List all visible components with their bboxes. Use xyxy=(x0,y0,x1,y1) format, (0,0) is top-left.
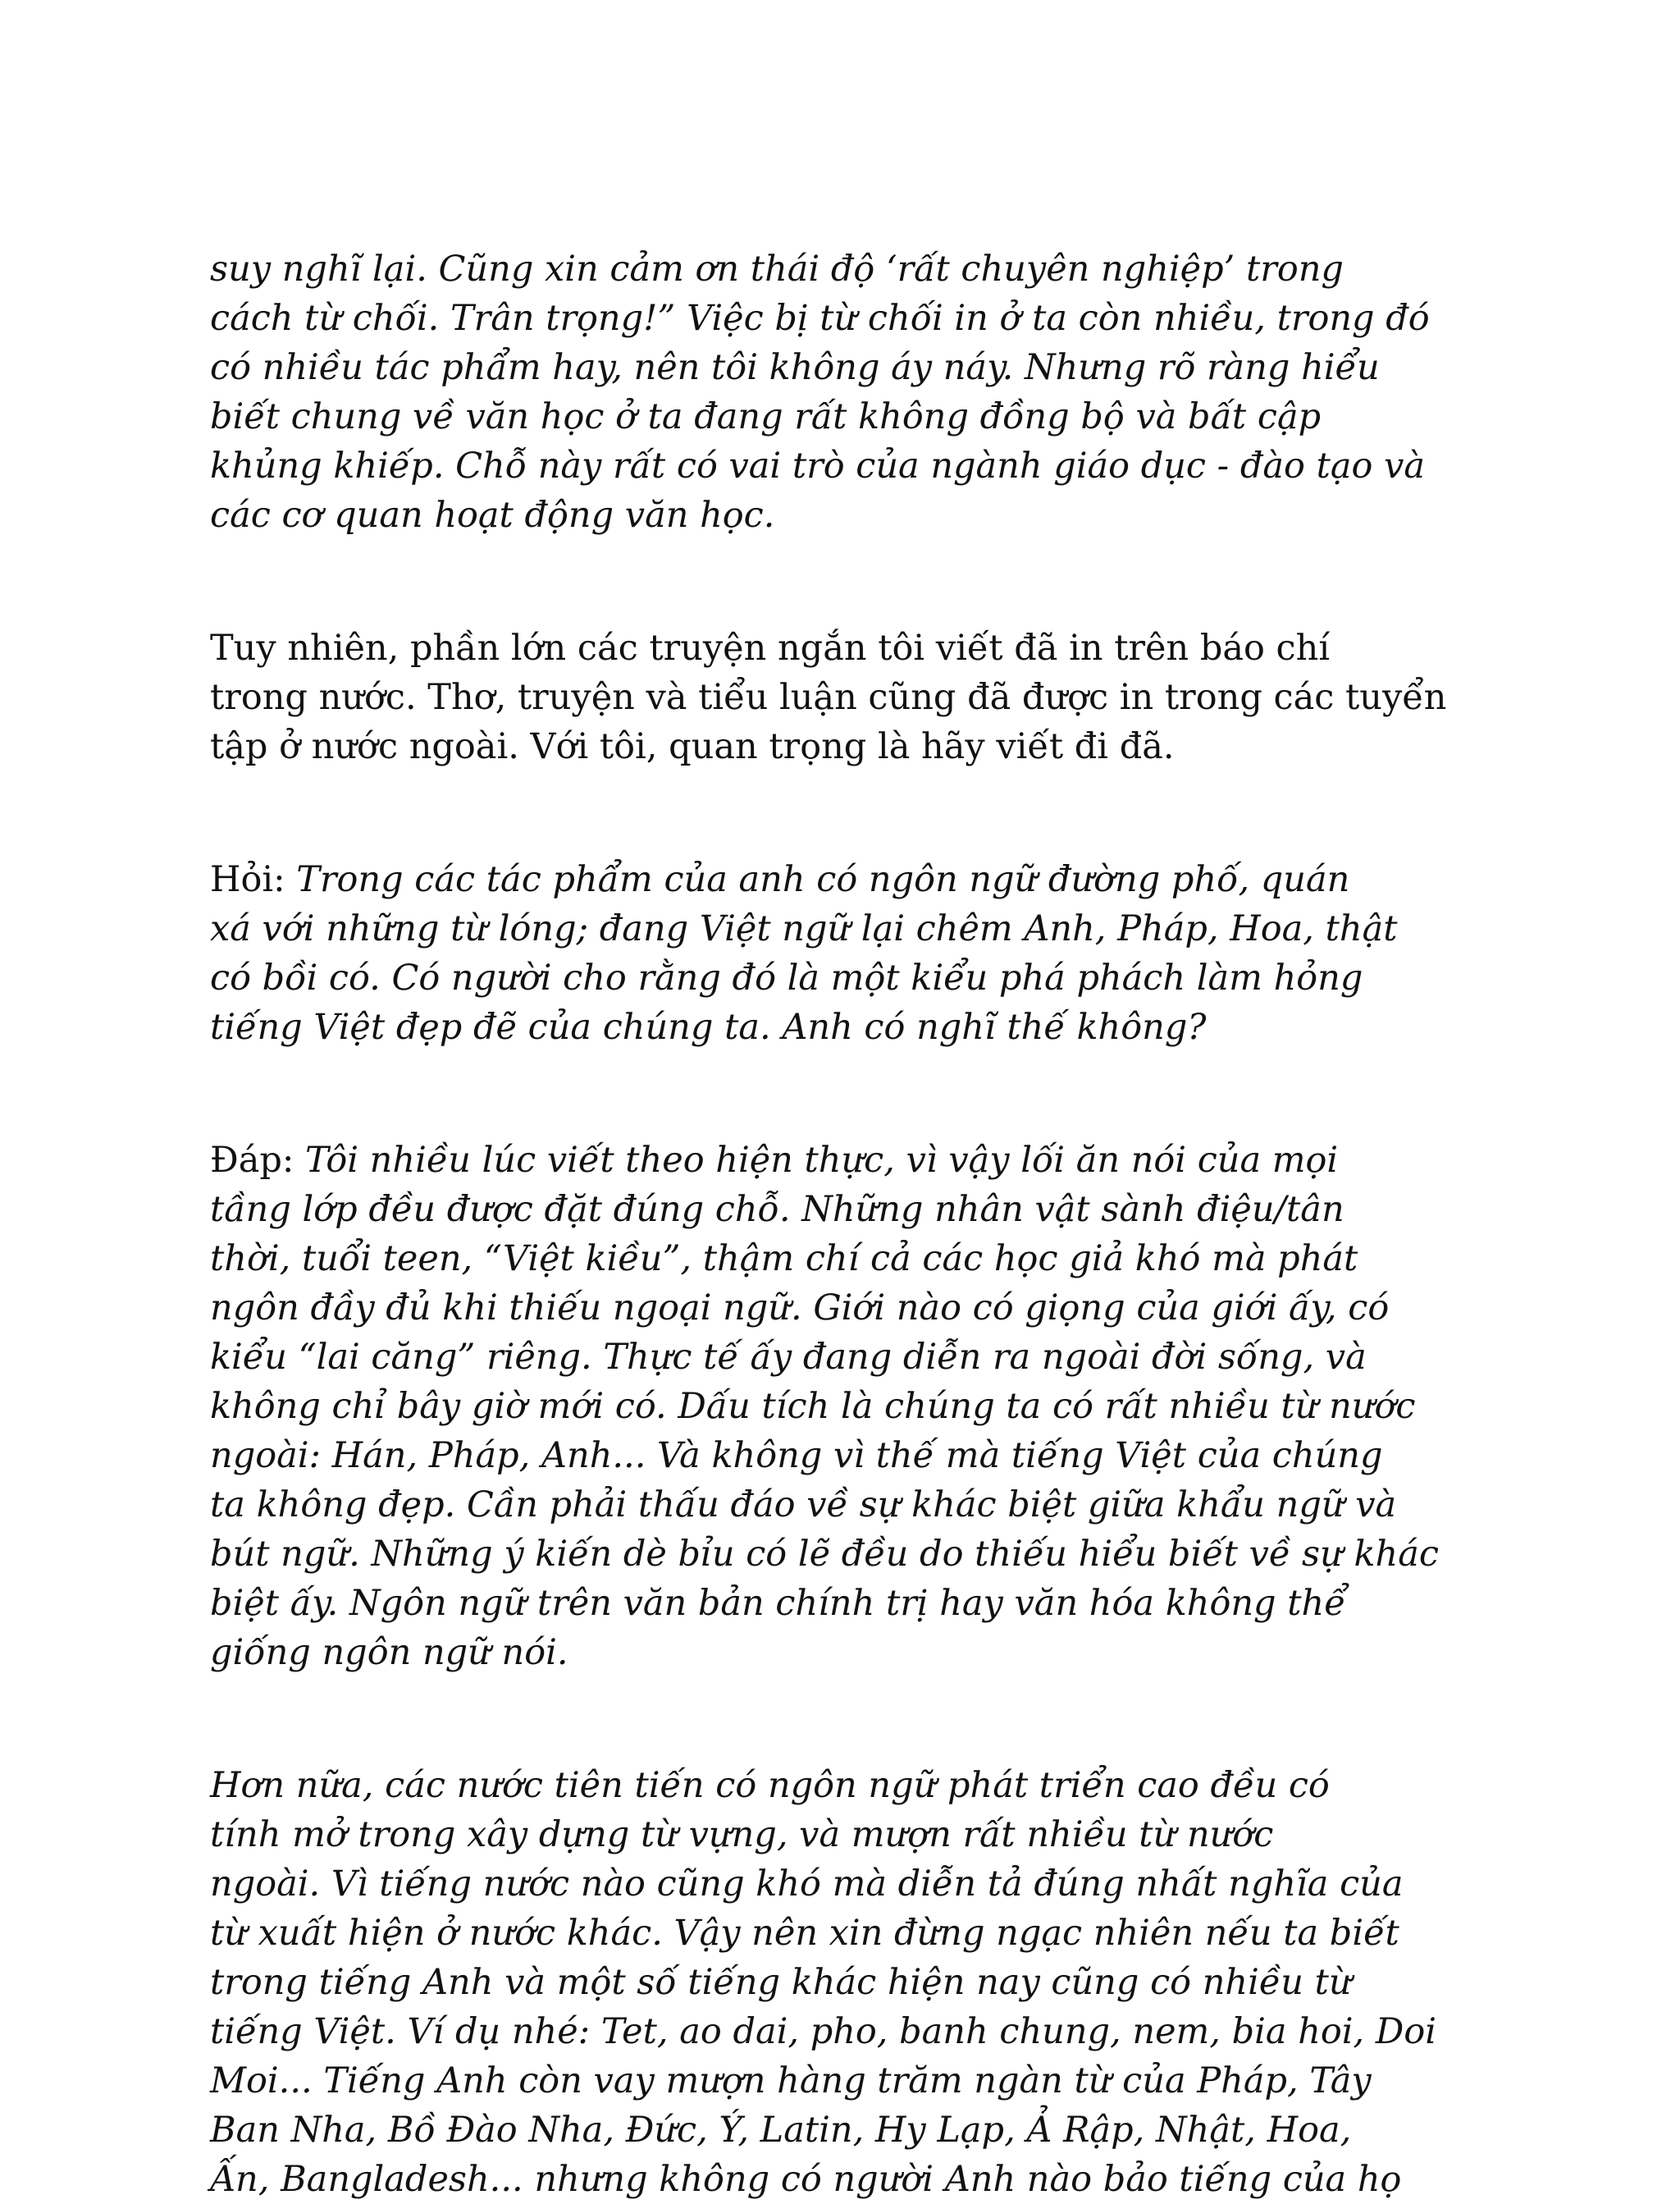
question-text: Trong các tác phẩm của anh có ngôn ngữ đường phố, quán xá với những từ lóng; đang Việt ngữ lại chêm Anh, Pháp, Hoa, thật có bồi có. Có người cho rằng đó là một kiểu phá phách làm hỏng tiếng Việt đẹp đẽ của chúng ta. Anh có nghĩ thế không? xyxy=(210,859,1398,1048)
document-page xyxy=(210,195,1490,2204)
paragraph-5 xyxy=(210,1712,1490,2204)
paragraph-2-text: Tuy nhiên, phần lớn các truyện ngắn tôi viết đã in trên báo chí trong nước. Thơ, truyện và tiểu luận cũng đã được in trong các tuyển tập ở nước ngoài. Với tôi, quan trọng là hãy viết đi đã. xyxy=(210,628,1447,767)
paragraph-question xyxy=(210,806,1490,1052)
paragraph-answer xyxy=(210,1086,1490,1677)
answer-text: Tôi nhiều lúc viết theo hiện thực, vì vậy lối ăn nói của mọi tầng lớp đều được đặt đúng chỗ. Những nhân vật sành điệu/tân thời, tuổi teen, “Việt kiều”, thậm chí cả các học giả khó mà phát ngôn đầy đủ khi thiếu ngoại ngữ. Giới nào có giọng của giới ấy, có kiểu “lai căng” riêng. Thực tế ấy đang diễn ra ngoài đời sống, và không chỉ bây giờ mới có. Dấu tích là chúng ta có rất nhiều từ nước ngoài: Hán, Pháp, Anh... Và không vì thế mà tiếng Việt của chúng ta không đẹp. Cần phải thấu đáo về sự khác biệt giữa khẩu ngữ và bút ngữ. Những ý kiến dè bỉu có lẽ đều do thiếu hiểu biết về sự khác biệt ấy. Ngôn ngữ trên văn bản chính trị hay văn hóa không thể giống ngôn ngữ nói. xyxy=(210,1140,1439,1673)
paragraph-1-text: suy nghĩ lại. Cũng xin cảm ơn thái độ ‘rất chuyên nghiệp’ trong cách từ chối. Trân trọng!” Việc bị từ chối in ở ta còn nhiều, trong đó có nhiều tác phẩm hay, nên tôi không áy náy. Nhưng rõ ràng hiểu biết chung về văn học ở ta đang rất không đồng bộ và bất cập khủng khiếp. Chỗ này rất có vai trò của ngành giáo dục - đào tạo và các cơ quan hoạt động văn học. xyxy=(210,249,1430,536)
paragraph-1 xyxy=(210,195,1490,540)
paragraph-5-text: Hơn nữa, các nước tiên tiến có ngôn ngữ phát triển cao đều có tính mở trong xây dựng từ vựng, và mượn rất nhiều từ nước ngoài. Vì tiếng nước nào cũng khó mà diễn tả đúng nhất nghĩa của từ xuất hiện ở nước khác. Vậy nên xin đừng ngạc nhiên nếu ta biết trong tiếng Anh và một số tiếng khác hiện nay cũng có nhiều từ tiếng Việt. Ví dụ nhé: Tet, ao dai, pho, banh chung, nem, bia hoi, Doi Moi... Tiếng Anh còn vay mượn hàng trăm ngàn từ của Pháp, Tây Ban Nha, Bồ Đào Nha, Đức, Ý, Latin, Hy Lạp, Ả Rập, Nhật, Hoa, Ấn, Bangladesh... nhưng không có người Anh nào bảo tiếng của họ xyxy=(210,1765,1437,2200)
question-label: Hỏi: xyxy=(210,859,297,900)
paragraph-2 xyxy=(210,574,1490,771)
answer-label: Đáp: xyxy=(210,1140,306,1181)
